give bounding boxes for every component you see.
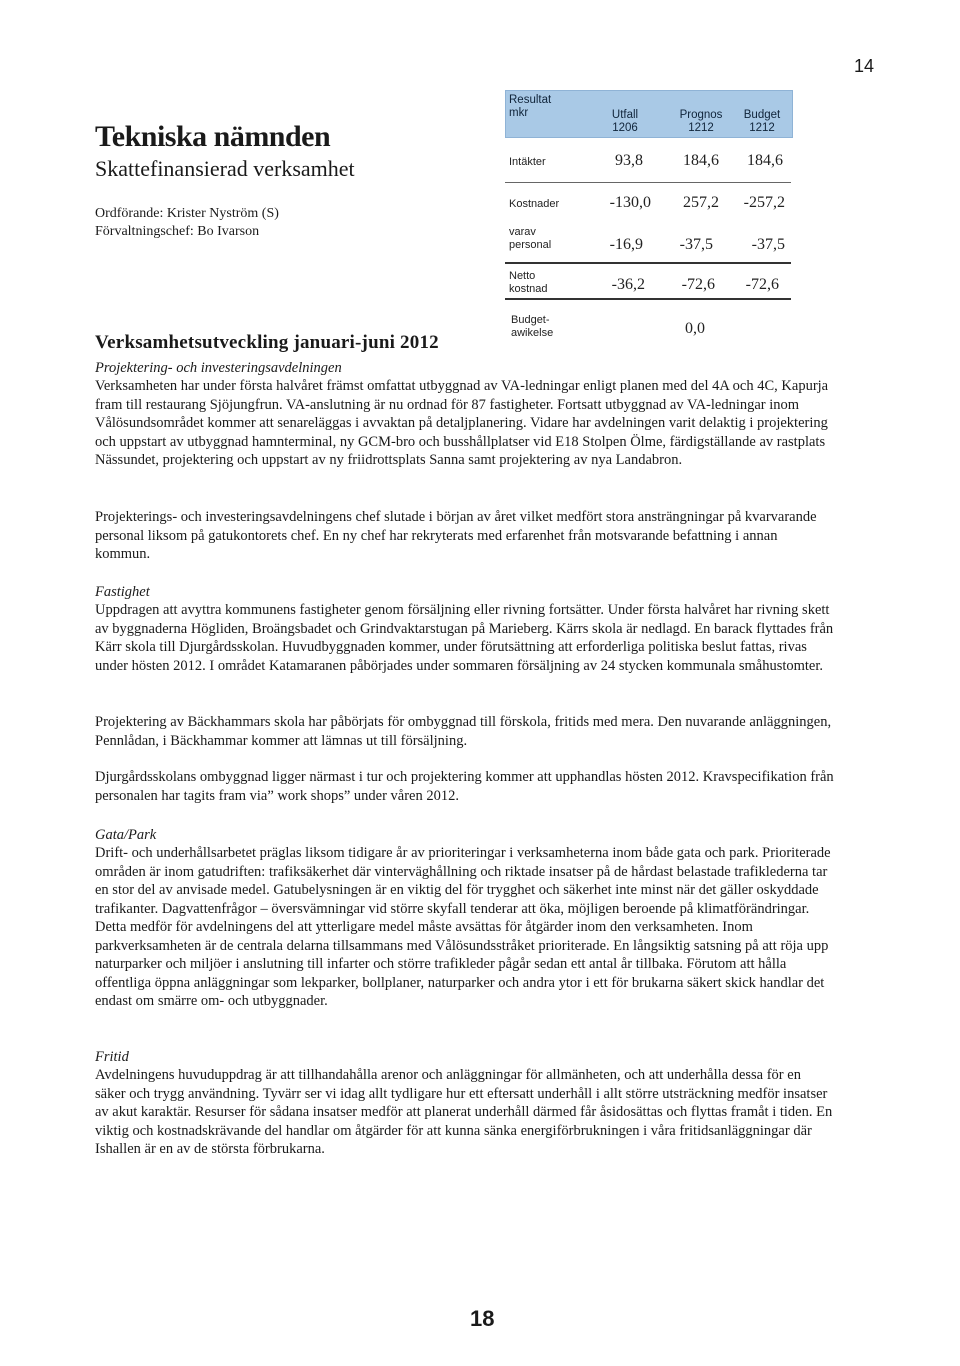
header-prognos-line2: 1212	[688, 122, 714, 134]
section-title-fritid: Fritid	[95, 1049, 129, 1065]
row-label-personal-line2: personal	[509, 239, 552, 251]
row-label-netto	[509, 270, 548, 296]
row-label-personal	[509, 226, 551, 252]
header-label-line2: mkr	[509, 107, 529, 119]
section-title-fastighet: Fastighet	[95, 584, 150, 600]
cell-personal-utfall: -16,9	[609, 236, 643, 253]
cell-netto-prognos: -72,6	[681, 276, 715, 293]
page-number-bottom: 18	[470, 1306, 495, 1331]
header-utfall-line1: Utfall	[611, 109, 639, 121]
row-label-intakter: Intäkter	[509, 156, 546, 168]
row-label-personal-line1: varav	[509, 226, 536, 238]
page-subtitle: Skattefinansierad verksamhet	[95, 156, 355, 181]
page-title: Tekniska nämnden	[95, 120, 331, 153]
development-heading: Verksamhetsutveckling januari-juni 2012	[95, 332, 439, 353]
paragraph-djurgardsskolan: Djurgårdsskolans ombyggnad ligger närmast i tur och projektering kommer att upphandlas hösten 2012. Kravspecifikation från personalen har tagits fram via” work shops” under våren 2012.	[95, 769, 834, 804]
cell-kostnader-prognos: 257,2	[683, 194, 719, 211]
cell-intakter-prognos: 184,6	[683, 152, 719, 169]
row-label-budget-dev-line2: awikelse	[511, 327, 554, 339]
header-budget-line2: 1212	[749, 122, 775, 134]
header-budget	[734, 109, 790, 135]
cell-kostnader-budget: -257,2	[743, 194, 785, 211]
header-utfall	[598, 109, 652, 135]
page-number-top: 14	[854, 56, 875, 76]
row-divider	[505, 182, 791, 183]
paragraph-chef: Projekterings- och investeringsavdelningens chef slutade i början av året vilket medfört stora ansträngningar på kvarvarande personal liksom på gatukontorets chef. En ny chef har rekryterats med erfarenhet från motsvarande befattning i annan kommun.	[95, 509, 817, 562]
cell-netto-utfall: -36,2	[611, 276, 645, 293]
cell-intakter-budget: 184,6	[747, 152, 783, 169]
row-label-netto-line1: Netto	[509, 270, 536, 282]
cell-personal-prognos: -37,5	[679, 236, 713, 253]
cell-personal-budget: -37,5	[751, 236, 785, 253]
section-title-projektering: Projektering- och investeringsavdelningen	[95, 360, 342, 376]
row-divider-thick	[505, 298, 791, 300]
row-label-netto-line2: kostnad	[509, 283, 548, 295]
paragraph-fritid: Avdelningens huvuduppdrag är att tillhandahålla arenor och anläggningar för allmänheten, och att underhålla dessa för en säker och trygg användning. Tyvärr ser vi idag allt tydligare hur ett eftersatt underhåll i allt större utsträckning medför insatser av akut karaktär. Resurser för sådana insatser medför att planerat underhåll därmed får åsidosättas och flyttas framåt i tiden. En viktig och kostnadskrävande del handlar om åtgärder för att kunna sänka energiförbrukningen i våra fritidsanläggningar där Ishallen är en av de största förbrukarna.	[95, 1067, 833, 1157]
row-label-budget-dev	[511, 314, 553, 340]
paragraph-gatapark: Drift- och underhållsarbetet präglas liksom tidigare år av prioriteringar i verksamheterna inom både gata och park. Prioriterade områden är inom gatudriften: trafiksäkerhet där vinterväghållning och riktade insatser på de hårdast belastade trafiklederna tar en stor del av anvisade medel. Gatubelysningen är en viktig del för trygghet och säkerhet inte minst när det gäller oskyddade trafikanter. Dagvattenfrågor – översvämningar vid större skyfall tenderar att öka, möjligen beroende på klimatförändringar. Detta medför för avdelningens del att ytterligare medel måste avsättas för åtgärder inom den verksamheten. Inom parkverksamheten är de centrala delarna tillsammans med Vålösundsstråket prioriterade. En långsiktig satsning på att röja upp naturparker och miljöer i anslutning till infarter och större trafikleder pågår sedan ett antal år tillbaka. Förutom att hålla offentliga öppna anläggningar som lekparker, bollplaner, naturparker och andra ytor i ett för brukarna säkert skick handlar det endast om smärre om- och utbyggnader.	[95, 845, 831, 1009]
header-label-line1: Resultat	[509, 94, 552, 106]
paragraph-backhammar: Projektering av Bäckhammars skola har påbörjats för ombyggnad till förskola, fritids med mera. Den nuvarande anläggningen, Pennlådan, i Bäckhammar kommer att lämnas ut till försäljning.	[95, 714, 832, 749]
cell-budget-dev: 0,0	[685, 320, 705, 337]
paragraph-projektering: Verksamheten har under första halvåret främst omfattat utbyggnad av VA-ledningar enligt planen med del 4A och 4C, Kapurja fram till restaurang Sjöjungfrun. VA-anslutning är nu ordnad för 87 fastigheter. Fortsatt utbyggnad av VA-ledningar inom Vålösundsområdet kommer att senareläggas i avvaktan på detaljplanering. Vidare har avdelningen varit delaktig i projektering och uppstart av utbyggnad hamnterminal, ny GCM-bro och busshållplatser vid E18 Stolpen Ölme, färdigställande av rastplats Nässundet, projektering och uppstart av ny friidrottsplats Sanna samt projektering av nya Landabron.	[95, 378, 829, 468]
header-prognos-line1: Prognos	[679, 109, 723, 121]
header-label	[509, 94, 551, 120]
header-utfall-line2: 1206	[612, 122, 638, 134]
row-divider-thick	[505, 262, 791, 264]
table-header	[505, 90, 793, 138]
section-title-gatapark: Gata/Park	[95, 827, 157, 843]
row-label-kostnader: Kostnader	[509, 198, 560, 210]
cell-netto-budget: -72,6	[745, 276, 779, 293]
header-budget-line1: Budget	[743, 109, 781, 121]
row-label-budget-dev-line1: Budget-	[511, 314, 550, 326]
header-prognos	[671, 109, 731, 135]
chief-line: Förvaltningschef: Bo Ivarson	[95, 224, 260, 239]
paragraph-fastighet: Uppdragen att avyttra kommunens fastigheter genom försäljning eller rivning fortsätter. Under första halvåret har rivning skett av byggnaderna Högliden, Broängsbadet och Grindvaktarstugan på Marieberg. Kärrs skola är nedlagd. En barack flyttades från Kärr skola till Djurgårdsskolan. Huvudbyggnaden kommer, under förutsättning att erforderliga politiska beslut fattas, rivas under hösten 2012. I området Katamaranen påbörjades under sommaren försäljning av 24 stycken kommunala småhustomter.	[95, 602, 834, 674]
cell-intakter-utfall: 93,8	[615, 152, 643, 169]
cell-kostnader-utfall: -130,0	[609, 194, 651, 211]
chair-line: Ordförande: Krister Nyström (S)	[95, 206, 279, 221]
